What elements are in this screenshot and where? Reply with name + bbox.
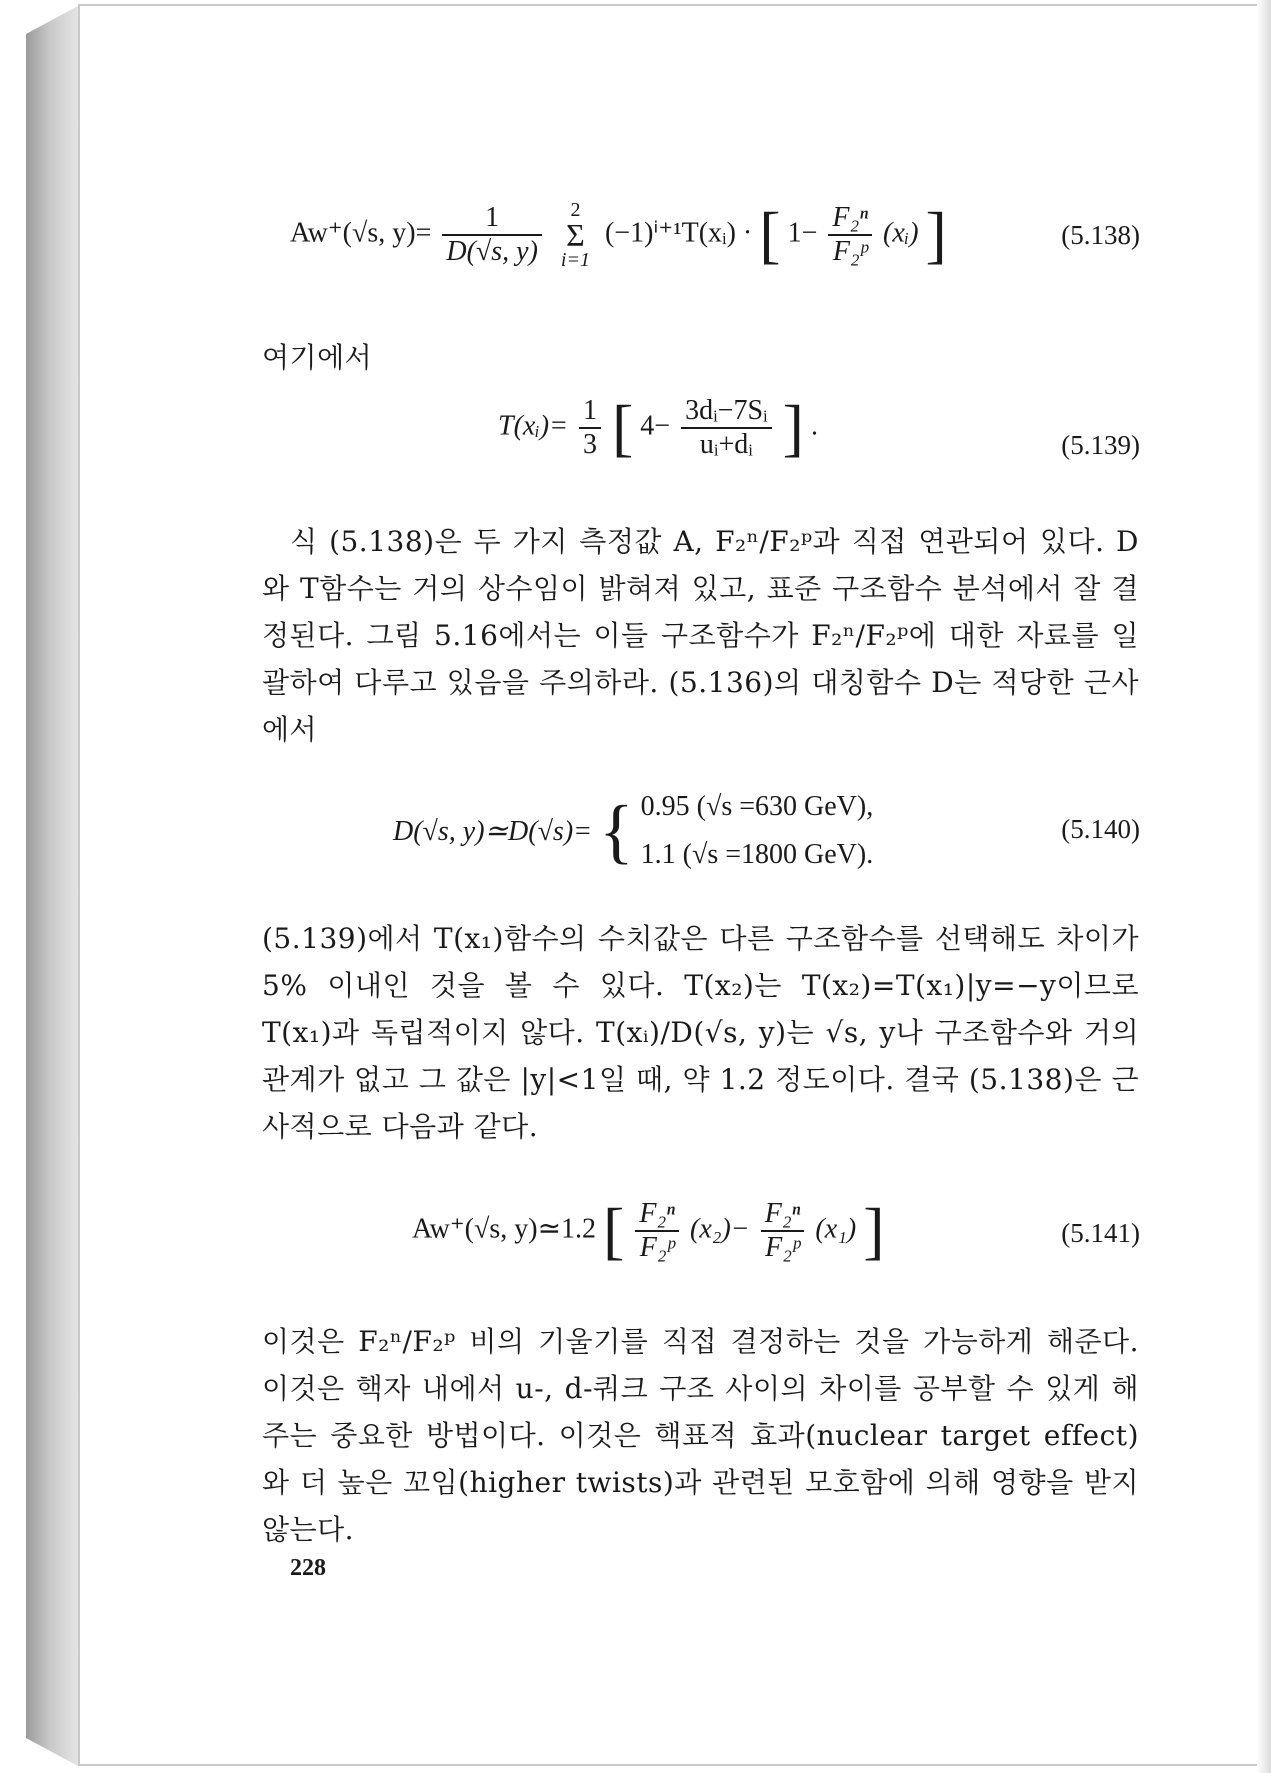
page-edge	[1257, 0, 1271, 1773]
text-here: 여기에서	[262, 341, 373, 374]
left-bracket: [	[603, 1195, 625, 1266]
eq138-inner-num: F₂ⁿ	[828, 202, 872, 236]
paragraph-2: (5.139)에서 T(x₁)함수의 수치값은 다른 구조함수를 선택해도 차이가 5% 이내인 것을 볼 수 있다. T(x₂)는 T(x₂)=T(x₁)|y=−y이므로 T(x₁)과 독립적이지 않다. T(xᵢ)/D(√s, y)는 √s, y나 구조함수와 거의 관계가 없고 그 값은 |y|<1일 때, 약 1.2 정도이다. 결국 (5.138)은 근사적으로 다음과 같다.	[262, 922, 1139, 1143]
eq139-frac-num: 1	[579, 395, 601, 429]
equation-number-5-141: (5.141)	[1061, 1218, 1140, 1248]
eq140-cases	[641, 783, 874, 879]
eq140-lhs: D(√s, y)≃D(√s)=	[393, 816, 593, 847]
eq141-arg-2: (x₁)	[815, 1213, 857, 1245]
eq138-inner-fraction	[828, 202, 872, 268]
eq138-one: 1−	[787, 217, 818, 249]
eq139-lhs: T(xᵢ)=	[498, 410, 568, 442]
paragraph-3: 이것은 F₂ⁿ/F₂ᵖ 비의 기울기를 직접 결정하는 것을 가능하게 해준다. 이것은 핵자 내에서 u-, d-쿼크 구조 사이의 차이를 공부할 수 있게 해주는 중요한 방법이다. 이것은 핵표적 효과(nuclear target effect)와 더 높은 꼬임(higher twists)과 관련된 모호함에 의해 영향을 받지 않는다.	[262, 1325, 1139, 1546]
eq138-sum-top: 2	[570, 199, 581, 221]
eq139-four: 4−	[640, 410, 671, 442]
eq138-sum	[557, 200, 594, 270]
eq140-case-2: 1.1 (√s =1800 GeV).	[640, 839, 874, 870]
equation-5-141	[412, 1195, 885, 1266]
eq141-arg-1: (x₂)−	[690, 1213, 750, 1245]
eq139-tail: .	[810, 410, 818, 442]
eq138-inner-den: F₂ᵖ	[832, 236, 868, 267]
eq138-inner-arg: (xᵢ)	[883, 217, 919, 249]
equation-number-5-139: (5.139)	[1061, 430, 1140, 460]
equation-5-140	[393, 783, 873, 879]
eq141-num-1: F₂ⁿ	[635, 1198, 679, 1232]
eq141-fraction-2	[761, 1198, 805, 1264]
page-number: 228	[290, 1555, 326, 1581]
eq141-num-2: F₂ⁿ	[761, 1198, 805, 1232]
left-bracket: [	[759, 199, 781, 270]
eq141-den-2: F₂ᵖ	[765, 1232, 800, 1263]
eq138-frac-den: D(√s, y)	[446, 236, 538, 267]
paragraph-1: 식 (5.138)은 두 가지 측정값 A, F₂ⁿ/F₂ᵖ과 직접 연관되어 있다. D와 T함수는 거의 상수임이 밝혀져 있고, 표준 구조함수 분석에서 잘 결정된다. 그림 5.16에서는 이들 구조함수가 F₂ⁿ/F₂ᵖ에 대한 자료를 일괄하여 다루고 있음을 주의하라. (5.136)의 대칭함수 D는 적당한 근사에서	[262, 525, 1139, 746]
eq141-lhs: Aw⁺(√s, y)≃1.2	[412, 1213, 597, 1245]
right-bracket: ]	[863, 1195, 885, 1266]
eq141-den-1: F₂ᵖ	[639, 1232, 675, 1263]
eq140-case-1: 0.95 (√s =630 GeV),	[640, 791, 874, 822]
eq141-fraction-1	[635, 1198, 679, 1264]
eq138-lhs: Aw⁺(√s, y)=	[290, 217, 432, 249]
equation-5-139	[498, 392, 818, 463]
sum-sign: Σ	[566, 217, 585, 253]
equation-number-5-138: (5.138)	[1061, 220, 1140, 250]
eq138-fraction	[442, 202, 542, 268]
right-bracket: ]	[925, 199, 947, 270]
eq138-sum-bottom: i=1	[560, 249, 590, 271]
eq138-body: (−1)ⁱ⁺¹T(xᵢ) ·	[604, 217, 760, 249]
eq139-inner-num: 3dᵢ−7Sᵢ	[681, 395, 772, 429]
eq139-inner-den: uᵢ+dᵢ	[699, 429, 753, 460]
eq139-frac-den: 3	[582, 429, 597, 460]
eq139-inner-fraction	[681, 395, 772, 461]
equation-number-5-140: (5.140)	[1061, 814, 1140, 844]
eq138-frac-num: 1	[442, 202, 542, 236]
left-brace: {	[599, 791, 634, 871]
left-bracket: [	[611, 392, 634, 463]
equation-5-138	[290, 200, 947, 270]
eq139-fraction	[579, 395, 601, 461]
right-bracket: ]	[782, 392, 804, 463]
book-spine	[26, 6, 78, 1766]
